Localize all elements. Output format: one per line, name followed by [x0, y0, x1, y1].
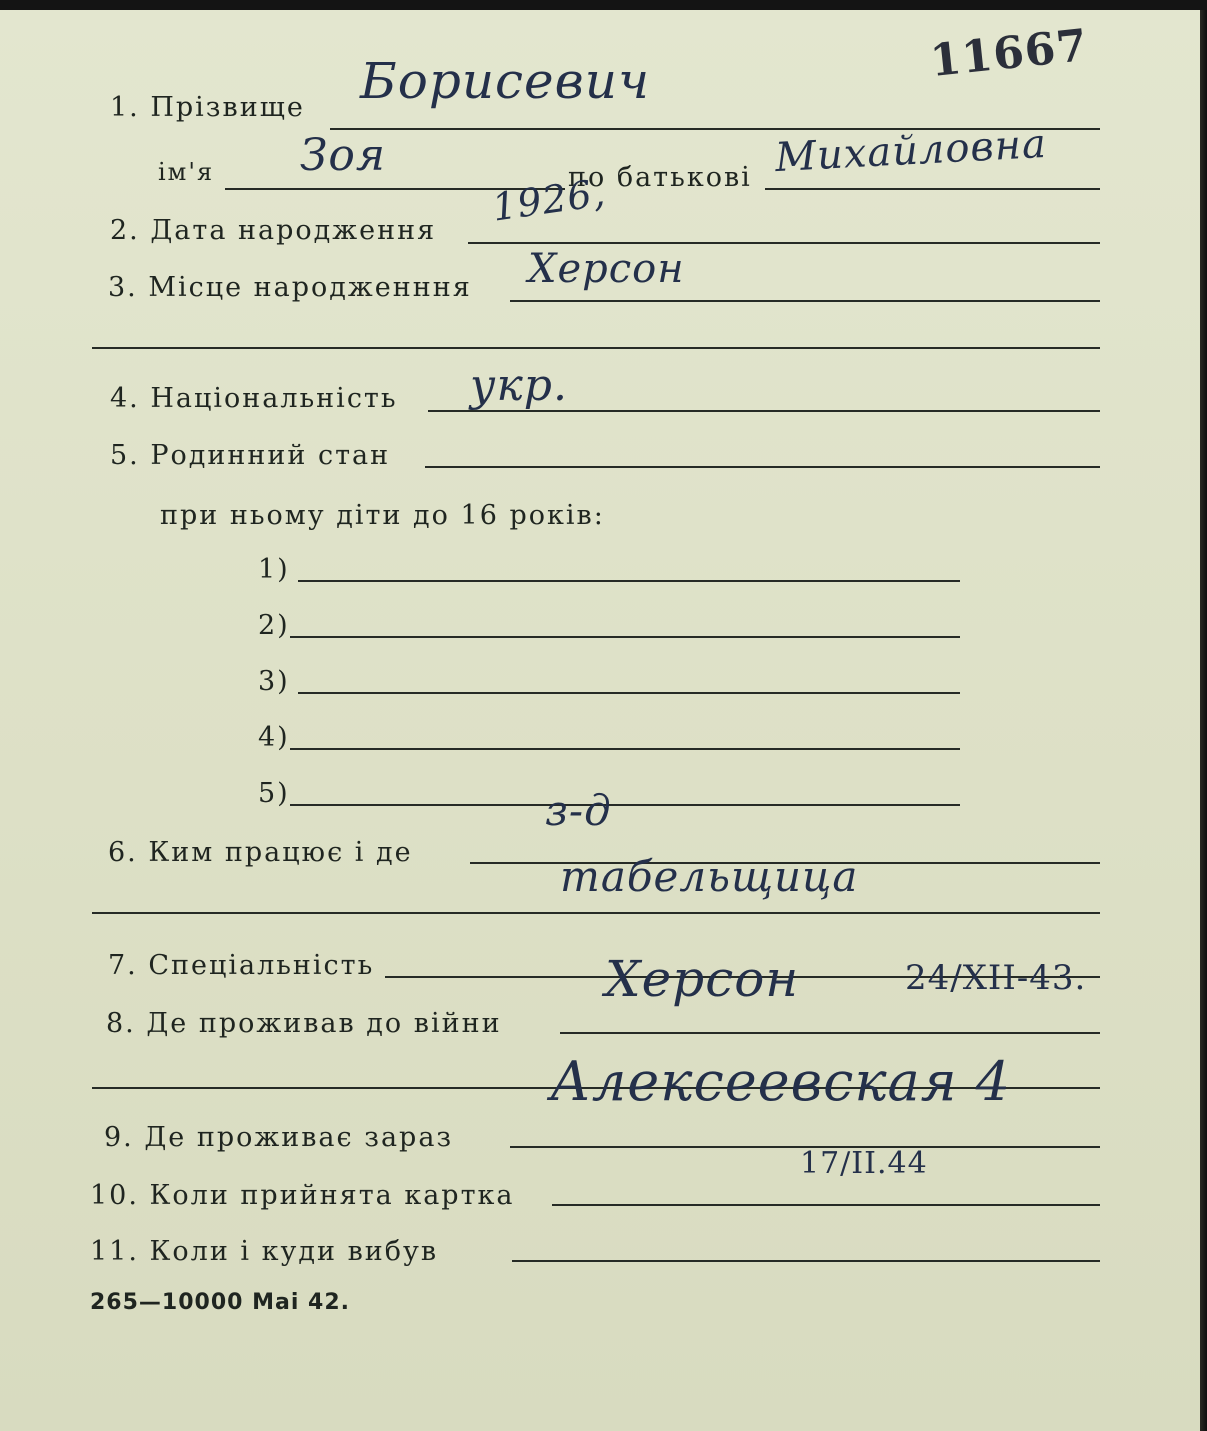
value-nationality: укр. — [470, 360, 568, 411]
child-4-label: 4) — [258, 722, 290, 753]
value-prewar-street: Алексеевская 4 — [550, 1050, 1012, 1113]
value-occupation-line2: табельщица — [560, 852, 859, 901]
line-birth-place-extra — [92, 347, 1100, 349]
registration-card — [0, 10, 1200, 1431]
child-5-label: 5) — [258, 778, 290, 809]
child-3-label: 3) — [258, 666, 290, 697]
label-departure: 11. Коли і куди вибув — [90, 1236, 439, 1267]
value-prewar-residence: Херсон — [605, 950, 800, 1008]
value-birth-date: 1926, — [489, 170, 609, 230]
line-occupation-extra — [92, 912, 1100, 914]
child-4-line — [290, 748, 960, 750]
value-patronymic: Михайловна — [773, 120, 1048, 182]
value-prewar-date: 24/XII-43. — [905, 958, 1087, 998]
line-departure — [512, 1260, 1100, 1262]
label-surname: 1. Прізвище — [110, 92, 305, 123]
label-current-residence: 9. Де проживає зараз — [104, 1122, 454, 1153]
label-birth-place: 3. Місце народженння — [108, 272, 472, 303]
value-surname: Борисевич — [360, 52, 651, 110]
label-patronymic: по батькові — [568, 162, 752, 193]
child-1-label: 1) — [258, 554, 290, 585]
child-3-line — [298, 692, 960, 694]
label-card-accepted: 10. Коли прийнята картка — [90, 1180, 515, 1211]
value-name: Зоя — [300, 130, 387, 181]
child-1-line — [298, 580, 960, 582]
label-occupation: 6. Ким працює і де — [108, 837, 413, 868]
child-5-line — [290, 804, 960, 806]
label-prewar-residence: 8. Де проживав до війни — [106, 1008, 502, 1039]
child-2-line — [290, 636, 960, 638]
value-occupation-line1: з-д — [545, 786, 612, 835]
label-birth-date: 2. Дата народження — [110, 215, 437, 246]
value-birth-place: Херсон — [528, 246, 685, 292]
line-birth-date — [468, 242, 1100, 244]
label-specialty: 7. Спеціальність — [108, 950, 375, 981]
label-marital-status: 5. Родинний стан — [110, 440, 391, 471]
children-heading: при ньому діти до 16 років: — [160, 500, 605, 531]
line-card-accepted — [552, 1204, 1100, 1206]
child-2-label: 2) — [258, 610, 290, 641]
label-nationality: 4. Національність — [110, 383, 398, 414]
print-mark: 265—10000 Mai 42. — [90, 1290, 351, 1315]
line-patronymic — [765, 188, 1100, 190]
card-number: 11667 — [927, 19, 1091, 88]
value-card-accepted: 17/II.44 — [800, 1146, 928, 1181]
page-edge — [1200, 10, 1207, 1431]
label-name: ім'я — [158, 158, 215, 186]
line-birth-place — [510, 300, 1100, 302]
line-marital-status — [425, 466, 1100, 468]
line-prewar-residence — [560, 1032, 1100, 1034]
